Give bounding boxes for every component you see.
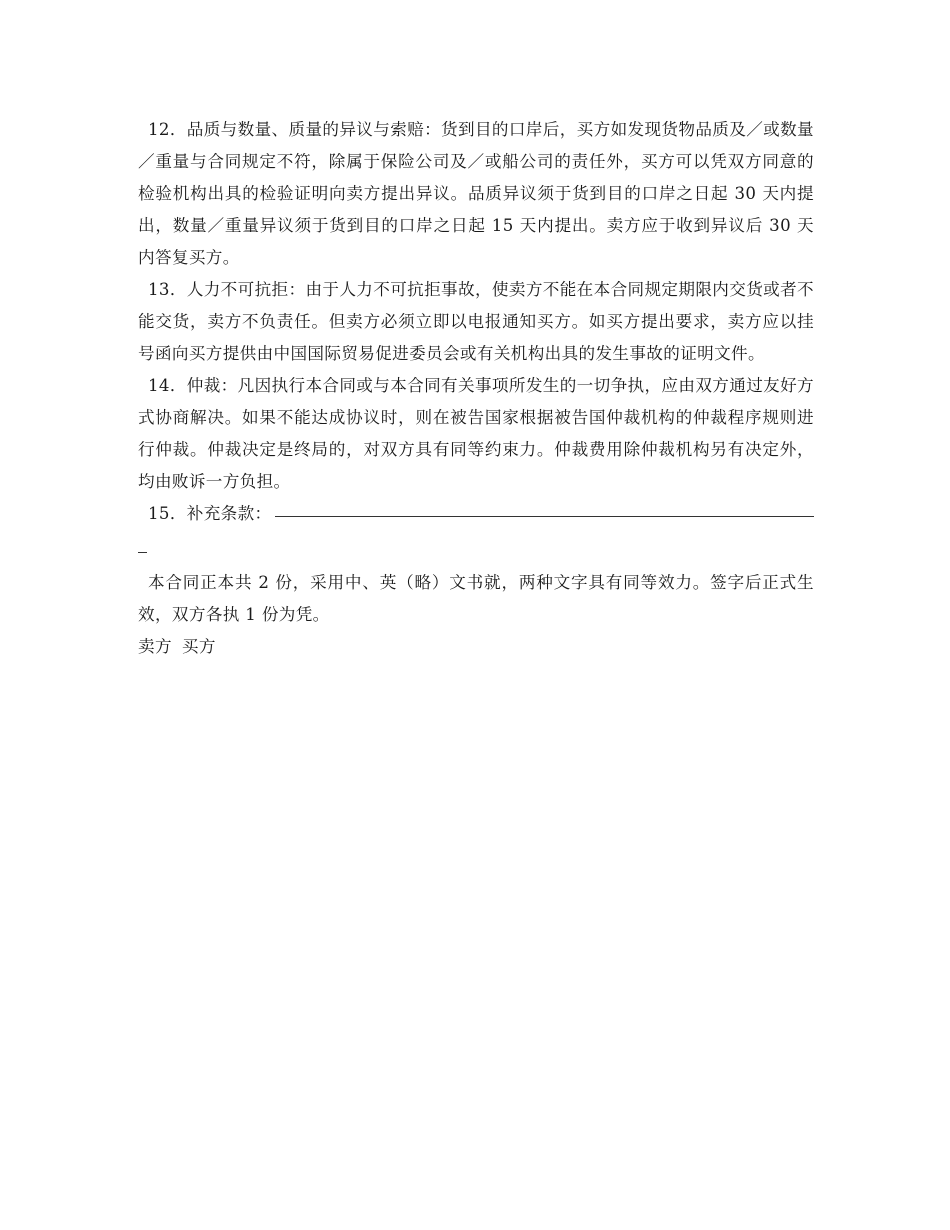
clause-14-number: 14．	[148, 376, 187, 395]
clause-12	[138, 114, 814, 274]
contract-body	[138, 114, 814, 663]
clause-13-number: 13．	[148, 280, 187, 299]
clause-14	[138, 370, 814, 498]
supplementary-blank-tail	[138, 530, 147, 553]
clause-15	[138, 498, 814, 530]
clause-12-number: 12．	[148, 120, 187, 139]
supplementary-blank-line	[275, 496, 814, 517]
closing-statement: 本合同正本共 2 份，采用中、英（略）文书就，两种文字具有同等效力。签字后正式生效，双方各执 1 份为凭。	[138, 573, 814, 624]
clause-13	[138, 274, 814, 370]
clause-15-label: 补充条款：	[186, 504, 272, 523]
clause-13-text: 人力不可抗拒：由于人力不可抗拒事故，使卖方不能在本合同规定期限内交货或者不能交货，卖方不负责任。但卖方必须立即以电报通知买方。如买方提出要求，卖方应以挂号函向买方提供由中国国际贸易促进委员会或有关机构出具的发生事故的证明文件。	[138, 280, 814, 363]
clause-15-number: 15．	[148, 504, 187, 523]
buyer-signature-label: 买方	[181, 637, 216, 656]
seller-signature-label: 卖方	[138, 637, 172, 656]
clause-12-text: 品质与数量、质量的异议与索赔：货到目的口岸后，买方如发现货物品质及／或数量／重量与合同规定不符，除属于保险公司及／或船公司的责任外，买方可以凭双方同意的检验机构出具的检验证明向卖方提出异议。品质异议须于货到目的口岸之日起 30 天内提出，数量／重量异议须于货到目的口岸之日起 15 天内提出。卖方应于收到异议后 30 天内答复买方。	[138, 120, 814, 267]
clause-14-text: 仲裁：凡因执行本合同或与本合同有关事项所发生的一切争执，应由双方通过友好方式协商解决。如果不能达成协议时，则在被告国家根据被告国仲裁机构的仲裁程序规则进行仲裁。仲裁决定是终局的，对双方具有同等约束力。仲裁费用除仲裁机构另有决定外，均由败诉一方负担。	[138, 376, 814, 491]
signature-block	[138, 631, 814, 663]
